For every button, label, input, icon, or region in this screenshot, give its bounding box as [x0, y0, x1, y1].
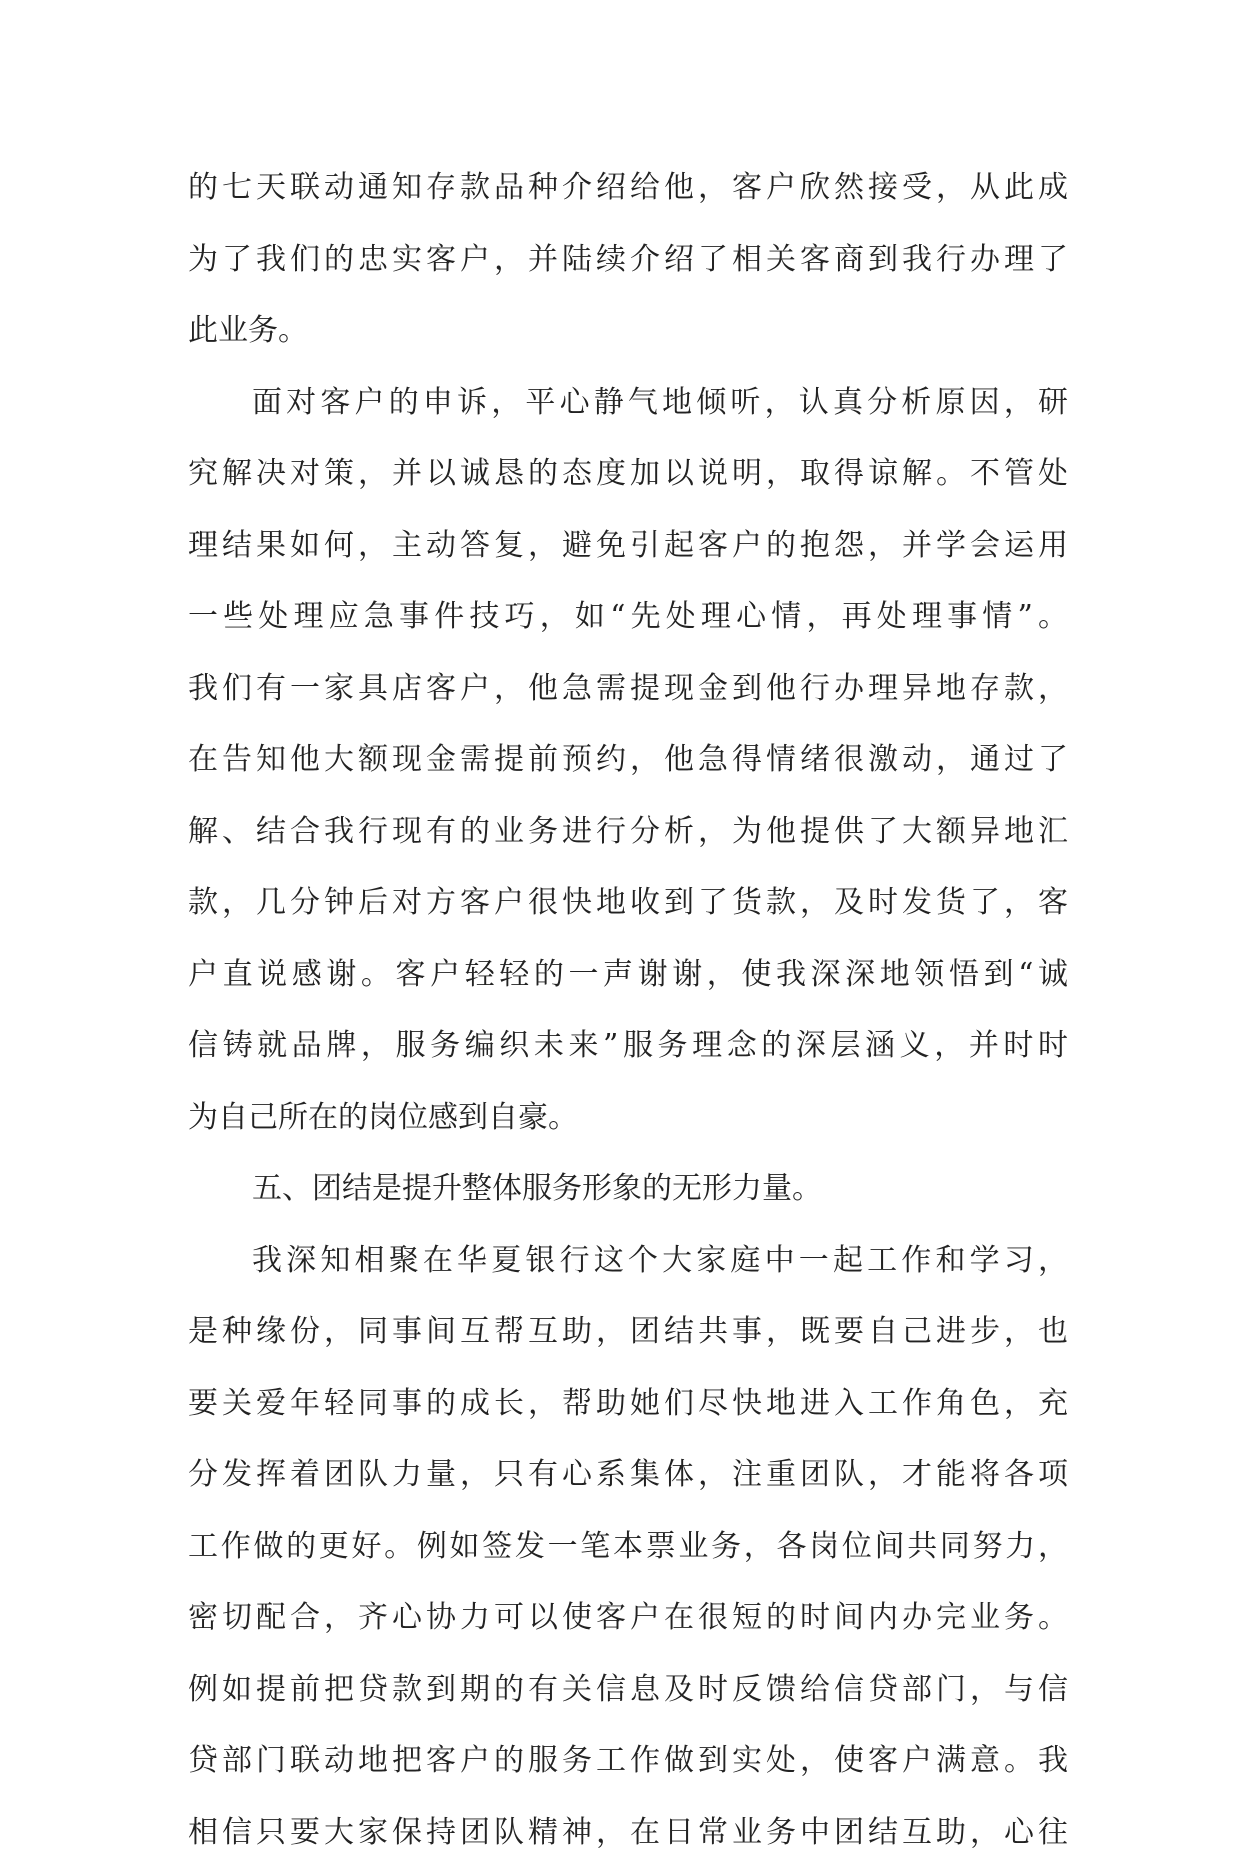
text-line: 工作做的更好。例如签发一笔本票业务，各岗位间共同努力，: [188, 1511, 1068, 1583]
text-line: 例如提前把贷款到期的有关信息及时反馈给信贷部门，与信: [188, 1654, 1068, 1726]
text-line: 分发挥着团队力量，只有心系集体，注重团队，才能将各项: [188, 1439, 1068, 1511]
text-line: 此业务。: [188, 295, 1068, 367]
text-line: 解、结合我行现有的业务进行分析，为他提供了大额异地汇: [188, 796, 1068, 868]
text-line: 贷部门联动地把客户的服务工作做到实处，使客户满意。我: [188, 1725, 1068, 1797]
text-line: 是种缘份，同事间互帮互助，团结共事，既要自己进步，也: [188, 1296, 1068, 1368]
document-body: [188, 152, 1068, 1868]
text-line: 究解决对策，并以诚恳的态度加以说明，取得谅解。不管处: [188, 438, 1068, 510]
text-line: 我深知相聚在华夏银行这个大家庭中一起工作和学习，: [188, 1225, 1068, 1297]
paragraph-3: [188, 1225, 1068, 1868]
section-heading: 五、团结是提升整体服务形象的无形力量。: [188, 1153, 1068, 1225]
paragraph-2: [188, 367, 1068, 1154]
text-line: 为自己所在的岗位感到自豪。: [188, 1082, 1068, 1154]
text-line: 信铸就品牌，服务编织未来”服务理念的深层涵义，并时时: [188, 1010, 1068, 1082]
text-line: 密切配合，齐心协力可以使客户在很短的时间内办完业务。: [188, 1582, 1068, 1654]
paragraph-1: [188, 152, 1068, 367]
text-line: 面对客户的申诉，平心静气地倾听，认真分析原因，研: [188, 367, 1068, 439]
text-line: 理结果如何，主动答复，避免引起客户的抱怨，并学会运用: [188, 510, 1068, 582]
text-line: 我们有一家具店客户，他急需提现金到他行办理异地存款，: [188, 653, 1068, 725]
text-line: 要关爱年轻同事的成长，帮助她们尽快地进入工作角色，充: [188, 1368, 1068, 1440]
text-line: 在告知他大额现金需提前预约，他急得情绪很激动，通过了: [188, 724, 1068, 796]
text-line: 款，几分钟后对方客户很快地收到了货款，及时发货了，客: [188, 867, 1068, 939]
text-line: 的七天联动通知存款品种介绍给他，客户欣然接受，从此成: [188, 152, 1068, 224]
text-line: 一些处理应急事件技巧，如“先处理心情，再处理事情”。: [188, 581, 1068, 653]
text-line: 户直说感谢。客户轻轻的一声谢谢，使我深深地领悟到“诚: [188, 939, 1068, 1011]
text-line: 为了我们的忠实客户，并陆续介绍了相关客商到我行办理了: [188, 224, 1068, 296]
text-line: 相信只要大家保持团队精神，在日常业务中团结互助，心往: [188, 1797, 1068, 1868]
